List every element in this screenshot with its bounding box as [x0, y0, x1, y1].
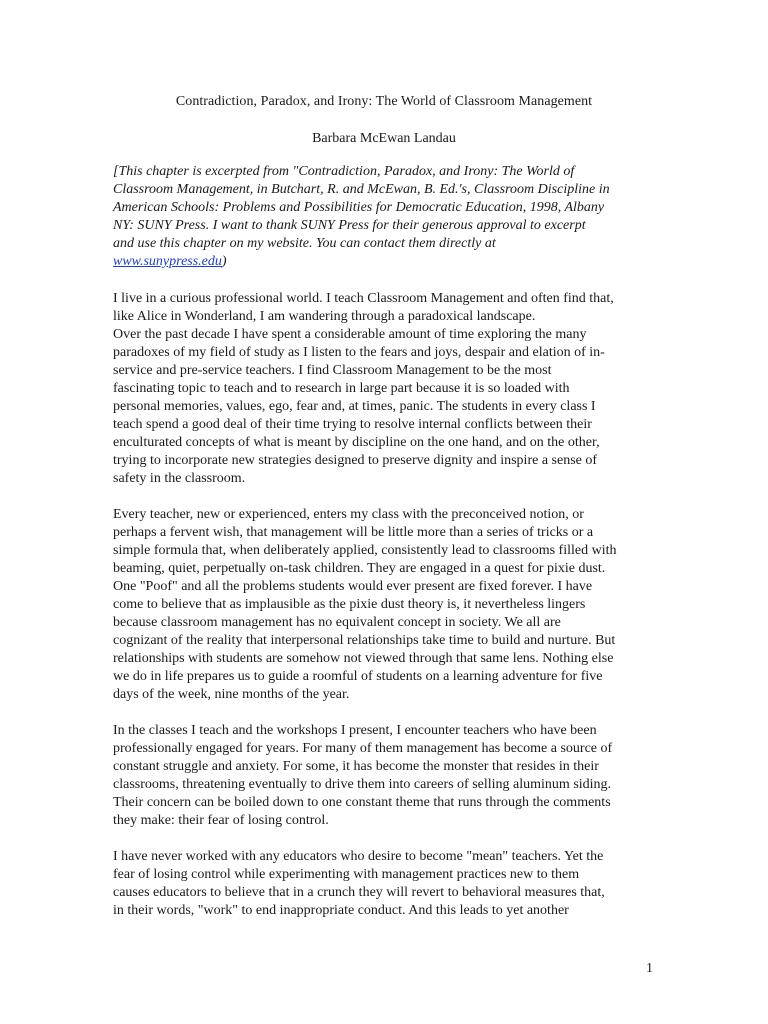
paragraph-line: paradoxes of my field of study as I listen to the fears and joys, despair and elation of in-	[113, 345, 605, 360]
paragraph-line: relationships with students are somehow not viewed through that same lens. Nothing else	[113, 651, 614, 666]
paragraph-line: perhaps a fervent wish, that management will be little more than a series of tricks or a	[113, 525, 594, 540]
paragraph-line: personal memories, values, ego, fear and, at times, panic. The students in every class I	[113, 399, 596, 414]
paragraph-line: safety in the classroom.	[113, 471, 246, 486]
note-line: Classroom Management, in Butchart, R. and McEwan, B. Ed.'s, Classroom Discipline in	[113, 182, 610, 197]
paragraph-line: causes educators to believe that in a crunch they will revert to behavioral measures that,	[113, 885, 605, 900]
paragraph-line: classrooms, threatening eventually to drive them into careers of selling aluminum siding.	[113, 777, 612, 792]
paragraph-line: beaming, quiet, perpetually on-task children. They are engaged in a quest for pixie dust.	[113, 561, 606, 576]
paragraph-line: Their concern can be boiled down to one constant theme that runs through the comments	[113, 795, 611, 810]
paragraph-line: days of the week, nine months of the year.	[113, 687, 350, 702]
paragraph	[113, 722, 661, 830]
paragraph	[113, 506, 661, 704]
paragraph	[113, 290, 661, 488]
paragraph-line: Over the past decade I have spent a considerable amount of time exploring the many	[113, 327, 587, 342]
paragraph-line: professionally engaged for years. For many of them management has become a source of	[113, 741, 613, 756]
paragraph-line: In the classes I teach and the workshops I present, I encounter teachers who have been	[113, 723, 597, 738]
paragraph-line: I have never worked with any educators who desire to become "mean" teachers. Yet the	[113, 849, 604, 864]
paragraph-line: fascinating topic to teach and to research in large part because it is so loaded with	[113, 381, 570, 396]
paragraph-line: in their words, "work" to end inappropriate conduct. And this leads to yet another	[113, 903, 569, 918]
document-author: Barbara McEwan Landau	[312, 131, 456, 146]
paragraph-line: we do in life prepares us to guide a roomful of students on a learning adventure for five	[113, 669, 603, 684]
body-text	[113, 290, 661, 938]
paragraph-line: constant struggle and anxiety. For some, it has become the monster that resides in their	[113, 759, 599, 774]
paragraph-line: Every teacher, new or experienced, enters my class with the preconceived notion, or	[113, 507, 584, 522]
publisher-link[interactable]: www.sunypress.edu	[113, 254, 222, 269]
paragraph	[113, 848, 661, 920]
paragraph-line: because classroom management has no equivalent concept in society. We all are	[113, 615, 561, 630]
paragraph-line: enculturated concepts of what is meant by discipline on the one hand, and on the other,	[113, 435, 600, 450]
paragraph-line: fear of losing control while experimenting with management practices new to them	[113, 867, 580, 882]
excerpt-note	[113, 163, 661, 271]
page-number: 1	[646, 961, 653, 976]
paragraph-line: come to believe that as implausible as the pixie dust theory is, it nevertheless lingers	[113, 597, 586, 612]
note-line-link	[113, 253, 661, 271]
paragraph-line: trying to incorporate new strategies designed to preserve dignity and inspire a sense of	[113, 453, 598, 468]
note-line: American Schools: Problems and Possibilities for Democratic Education, 1998, Albany	[113, 200, 605, 215]
note-line: NY: SUNY Press. I want to thank SUNY Press for their generous approval to excerpt	[113, 218, 586, 233]
paragraph-line: like Alice in Wonderland, I am wandering through a paradoxical landscape.	[113, 309, 536, 324]
paragraph-line: One "Poof" and all the problems students would ever present are fixed forever. I have	[113, 579, 593, 594]
paragraph-line: simple formula that, when deliberately applied, consistently lead to classrooms filled with	[113, 543, 617, 558]
note-line: and use this chapter on my website. You can contact them directly at	[113, 236, 496, 251]
note-line: [This chapter is excerpted from "Contradiction, Paradox, and Irony: The World of	[113, 164, 575, 179]
paragraph-line: cognizant of the reality that interpersonal relationships take time to build and nurture. But	[113, 633, 616, 648]
note-link-suffix: )	[221, 254, 227, 269]
document-title: Contradiction, Paradox, and Irony: The World of Classroom Management	[175, 94, 593, 109]
paragraph-line: they make: their fear of losing control.	[113, 813, 329, 828]
paragraph-line: I live in a curious professional world. I teach Classroom Management and often find that,	[113, 291, 614, 306]
paragraph-line: teach spend a good deal of their time trying to resolve internal conflicts between their	[113, 417, 592, 432]
paragraph-line: service and pre-service teachers. I find Classroom Management to be the most	[113, 363, 552, 378]
